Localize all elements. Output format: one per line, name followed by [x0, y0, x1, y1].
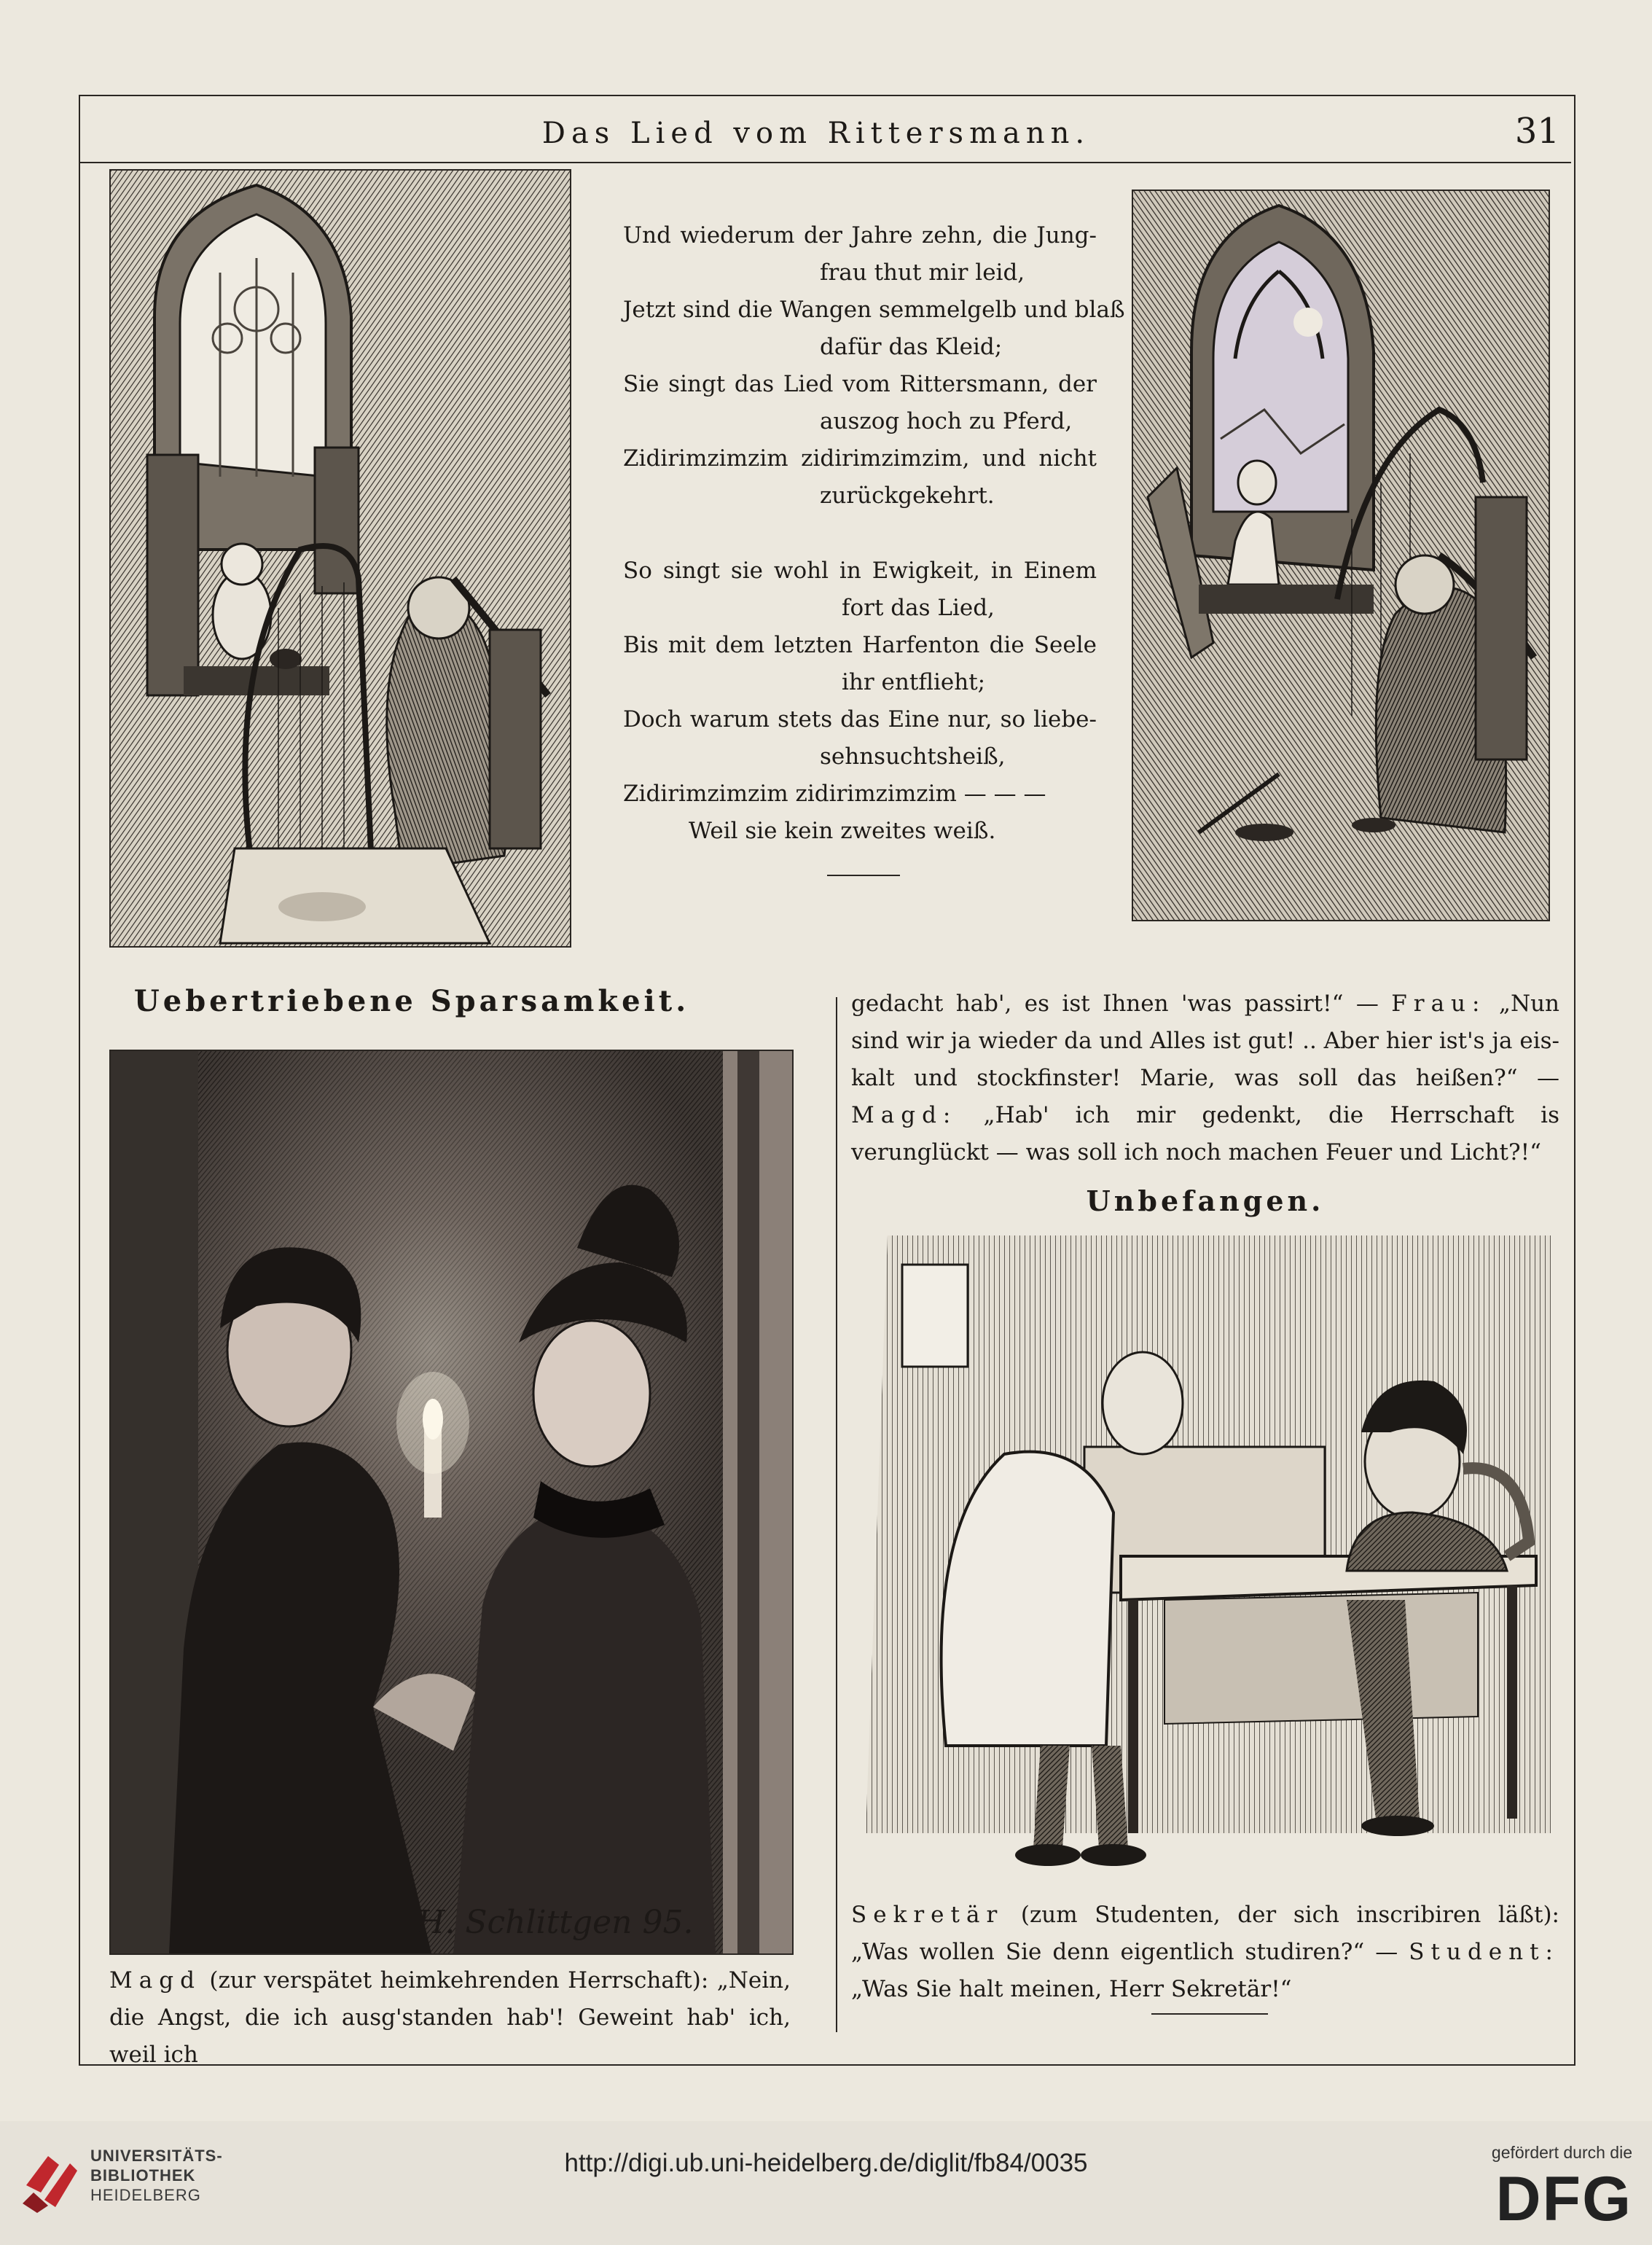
library-name-line: BIBLIOTHEK: [90, 2166, 196, 2185]
speaker-label: Magd: [109, 1967, 201, 1994]
permalink-url[interactable]: http://digi.ub.uni-heidelberg.de/diglit/fb84/0035: [564, 2149, 1088, 2177]
poem-line: fort das Lied,: [842, 595, 995, 621]
poem-line: frau thut mir leid,: [820, 259, 1025, 286]
caption-text: (zur verspätet heimkehrenden Herrschaft): „Nein, die Angst, die ich ausg'standen hab'! Geweint hab' ich, weil ich: [109, 1967, 791, 2068]
poem: [623, 217, 1125, 850]
dfg-logo[interactable]: DFG: [1495, 2164, 1632, 2234]
caption-text: „Hab' ich mir gedenkt, die Herrschaft is verunglückt — was soll ich noch machen Feuer und Licht?!“: [851, 1102, 1559, 1166]
column-rule: [836, 997, 837, 2032]
page-number: 31: [1514, 111, 1559, 152]
caption-sparsamkeit-left: [109, 1962, 791, 2074]
poem-line: zurückgekehrt.: [820, 483, 995, 509]
poem-line: ihr entflieht;: [842, 669, 986, 695]
poem-line: Zidirimzimzim zidirimzimzim, und nicht: [623, 445, 1097, 472]
speaker-label: Student:: [1409, 1939, 1559, 1965]
caption-text: gedacht hab', es ist Ihnen 'was passirt!“ —: [851, 991, 1379, 1017]
caption-sparsamkeit-right: [851, 985, 1559, 1171]
poem-line: So singt sie wohl in Ewigkeit, in Einem: [623, 558, 1097, 584]
caption-text: „Was Sie halt meinen, Herr Sekretär!“: [851, 1976, 1292, 2002]
header-rule: [80, 162, 1571, 163]
library-name-line: UNIVERSITÄTS-: [90, 2147, 223, 2165]
speaker-label: Frau:: [1391, 991, 1487, 1017]
poem-line: Sie singt das Lied vom Rittersmann, der: [623, 371, 1097, 397]
poem-line: sehnsuchtsheiß,: [820, 743, 1006, 770]
illustration-secretary-student: [851, 1235, 1559, 1877]
caption-text: (zum Studenten, der sich inscribiren läßt): „Was wollen Sie denn eigentlich studiren?“ —: [851, 1902, 1559, 1965]
speaker-label: Sekretär: [851, 1902, 1004, 1928]
poem-line: Weil sie kein zweites weiß.: [689, 818, 996, 844]
poem-line: Bis mit dem letzten Harfenton die Seele: [623, 632, 1097, 658]
library-name-line: HEIDELBERG: [90, 2186, 201, 2204]
poem-line: Und wiederum der Jahre zehn, die Jung-: [623, 222, 1097, 249]
poem-line: Zidirimzimzim zidirimzimzim — — —: [623, 781, 1046, 807]
caption-text: „Nun sind wir ja wieder da und Alles ist gut! .. Aber hier ist's ja eis-kalt und stockfinster! Marie, was soll das heißen?“ —: [851, 991, 1560, 1091]
story-heading-sparsamkeit: Uebertriebene Sparsamkeit.: [133, 984, 690, 1018]
poem-end-rule: [827, 875, 900, 876]
story-end-rule: [1151, 2013, 1268, 2015]
speaker-label: Magd:: [851, 1102, 958, 1128]
illustration-maid-and-lady: [109, 1050, 794, 1955]
artist-signature: H. Schlittgen 95.: [417, 1904, 694, 1941]
poem-line: auszog hoch zu Pferd,: [820, 408, 1073, 434]
caption-unbefangen: [851, 1897, 1559, 2008]
running-title: Das Lied vom Rittersmann.: [541, 117, 1091, 150]
poem-line: Jetzt sind die Wangen semmelgelb und blaß: [623, 297, 1125, 323]
poem-line: dafür das Kleid;: [820, 334, 1003, 360]
story-heading-unbefangen: Unbefangen.: [1086, 1184, 1325, 1217]
poem-line: Doch warum stets das Eine nur, so liebe-: [623, 706, 1097, 733]
illustration-harp-old: [1132, 190, 1550, 921]
funder-text: gefördert durch die: [1491, 2143, 1632, 2162]
illustration-harp-young: [109, 169, 571, 948]
